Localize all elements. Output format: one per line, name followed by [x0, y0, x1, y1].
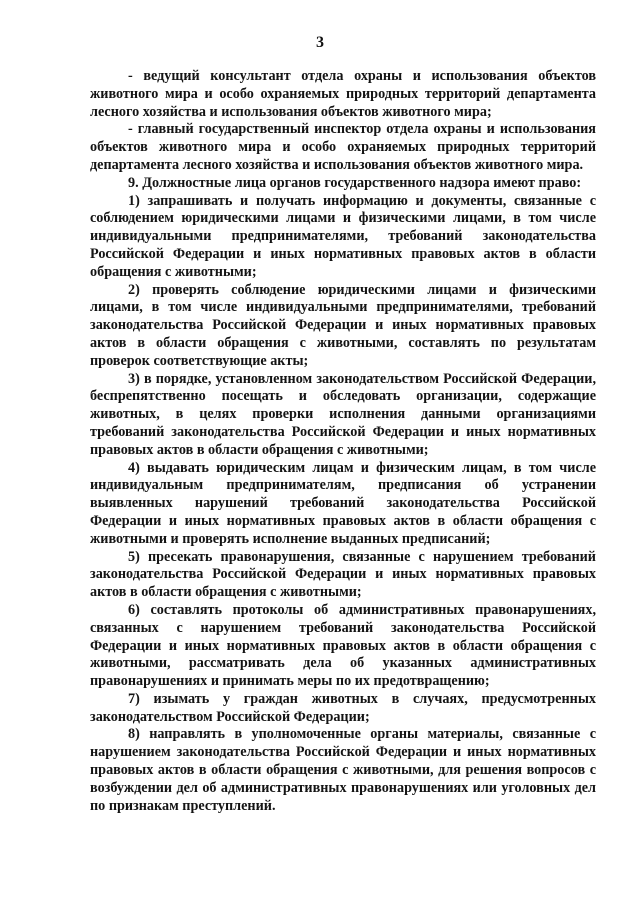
paragraph-item-5: 5) пресекать правонарушения, связанные с нарушением требований законодательства Российской Федерации и иных нормативных правовых актов в области обращения с животными;: [90, 548, 596, 601]
paragraph-section-9: 9. Должностные лица органов государственного надзора имеют право:: [128, 174, 582, 191]
document-body: [90, 68, 596, 815]
paragraph-item-2: 2) проверять соблюдение юридическими лицами и физическими лицами, в том числе индивидуальными предпринимателями, требований законодательства Российской Федерации и иных нормативных правовых актов в области обращения с животными, составлять по результатам проверок соответствующие акты;: [90, 281, 596, 369]
paragraph-item-4: 4) выдавать юридическим лицам и физическим лицам, в том числе индивидуальным предпринимателям, предписания об устранении выявленных нарушений требований законодательства Российской Федерации и иных нормативных правовых актов в области обращения с животными и проверять исполнение выданных предписаний;: [90, 459, 596, 547]
paragraph-consultant: - ведущий консультант отдела охраны и использования объектов животного мира и особо охраняемых природных территорий департамента лесного хозяйства и использования объектов животного мира;: [90, 68, 596, 120]
paragraph-item-1: 1) запрашивать и получать информацию и документы, связанные с соблюдением юридическими лицами и физическими лицами, в том числе индивидуальными предпринимателями, требований законодательства Российской Федерации и иных нормативных правовых актов в области обращения с животными;: [90, 192, 596, 280]
paragraph-inspector: - главный государственный инспектор отдела охраны и использования объектов животного мира и особо охраняемых природных территорий департамента лесного хозяйства и использования объектов животного мира.: [90, 121, 596, 173]
paragraph-item-7: 7) изымать у граждан животных в случаях, предусмотренных законодательством Российской Федерации;: [90, 690, 596, 725]
paragraph-item-6: 6) составлять протоколы об административных правонарушениях, связанных с нарушением требований законодательства Российской Федерации и иных нормативных правовых актов в области обращения с животными, рассматривать дела об указанных административных правонарушениях и принимать меры по их предотвращению;: [90, 601, 596, 690]
paragraph-item-8: 8) направлять в уполномоченные органы материалы, связанные с нарушением законодательства Российской Федерации и иных нормативных правовых актов в области обращения с животными, для решения вопросов с возбуждении дел об административных правонарушениях или уголовных дел по признакам преступлений.: [90, 726, 596, 814]
paragraph-item-3: 3) в порядке, установленном законодательством Российской Федерации, беспрепятственно посещать и обследовать организации, содержащие животных, в целях проверки исполнения данными организациями требований законодательства Российской Федерации и иных нормативных правовых актов в области обращения с животными;: [90, 370, 596, 458]
page-number: 3: [316, 34, 324, 51]
